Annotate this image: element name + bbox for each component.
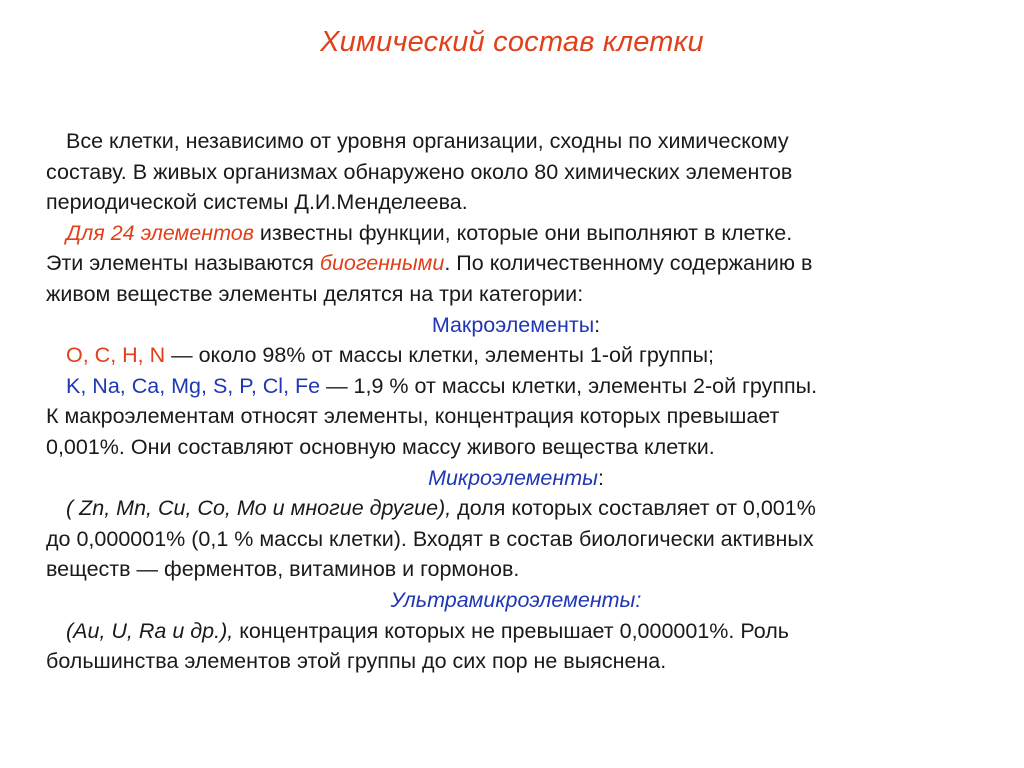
para2-line3: живом веществе элементы делятся на три категории: xyxy=(46,281,584,306)
para2-line1-rest: известны функции, которые они выполняют в клетке. xyxy=(253,220,793,245)
slide-title: Химический состав клетки xyxy=(320,26,704,58)
ultra-line1-rest: концентрация которых не превышает 0,000001%. Роль xyxy=(233,618,789,643)
macro-note-line2: 0,001%. Они составляют основную массу живого вещества клетки. xyxy=(46,434,715,459)
macro-group1-desc: — около 98% от массы клетки, элементы 1-ой группы; xyxy=(165,343,714,368)
para2-line2-pre: Эти элементы называются xyxy=(46,251,320,276)
highlight-24-elements: Для 24 элементов xyxy=(66,220,254,245)
micro-heading-colon: : xyxy=(597,465,604,490)
ultra-line1 xyxy=(46,616,986,647)
para2-line2 xyxy=(46,248,986,279)
ultra-heading: Ультрамикроэлементы: xyxy=(390,587,642,612)
macro-heading-colon: : xyxy=(594,312,601,337)
ultra-elements: (Au, U, Ra и др.), xyxy=(66,618,234,643)
micro-heading: Микроэлементы xyxy=(428,465,598,490)
para2-line1 xyxy=(46,218,986,249)
micro-elements: ( Zn, Mn, Cu, Co, Mo и многие другие), xyxy=(66,496,452,521)
macro-group2-desc: — 1,9 % от массы клетки, элементы 2-ой группы. xyxy=(320,373,818,398)
macro-heading: Макроэлементы xyxy=(431,312,595,337)
para1-line2: составу. В живых организмах обнаружено около 80 химических элементов xyxy=(46,159,793,184)
macro-group2-line xyxy=(46,371,986,402)
micro-line3: веществ — ферментов, витаминов и гормонов. xyxy=(46,557,520,582)
macro-group2-elements: K, Na, Ca, Mg, S, P, Cl, Fe xyxy=(66,373,321,398)
highlight-biogenic: биогенными xyxy=(319,251,445,276)
para1-line1: Все клетки, независимо от уровня организации, сходны по химическому xyxy=(66,129,789,153)
macro-note-line1: К макроэлементам относят элементы, концентрация которых превышает xyxy=(46,404,780,429)
slide-body xyxy=(46,126,986,677)
para2-line2-rest: . По количественному содержанию в xyxy=(444,251,813,276)
ultra-heading-line xyxy=(46,585,986,616)
micro-line2: до 0,000001% (0,1 % массы клетки). Входят в состав биологически активных xyxy=(46,526,814,551)
micro-heading-line xyxy=(46,463,986,494)
ultra-line2: большинства элементов этой группы до сих пор не выяснена. xyxy=(46,649,667,674)
para1-line3: периодической системы Д.И.Менделеева. xyxy=(46,190,468,215)
macro-heading-line xyxy=(46,310,986,341)
micro-line1 xyxy=(46,493,986,524)
macro-group1-elements: O, C, H, N xyxy=(66,343,166,368)
macro-group1-line xyxy=(46,340,986,371)
micro-line1-rest: доля которых составляет от 0,001% xyxy=(451,496,816,521)
